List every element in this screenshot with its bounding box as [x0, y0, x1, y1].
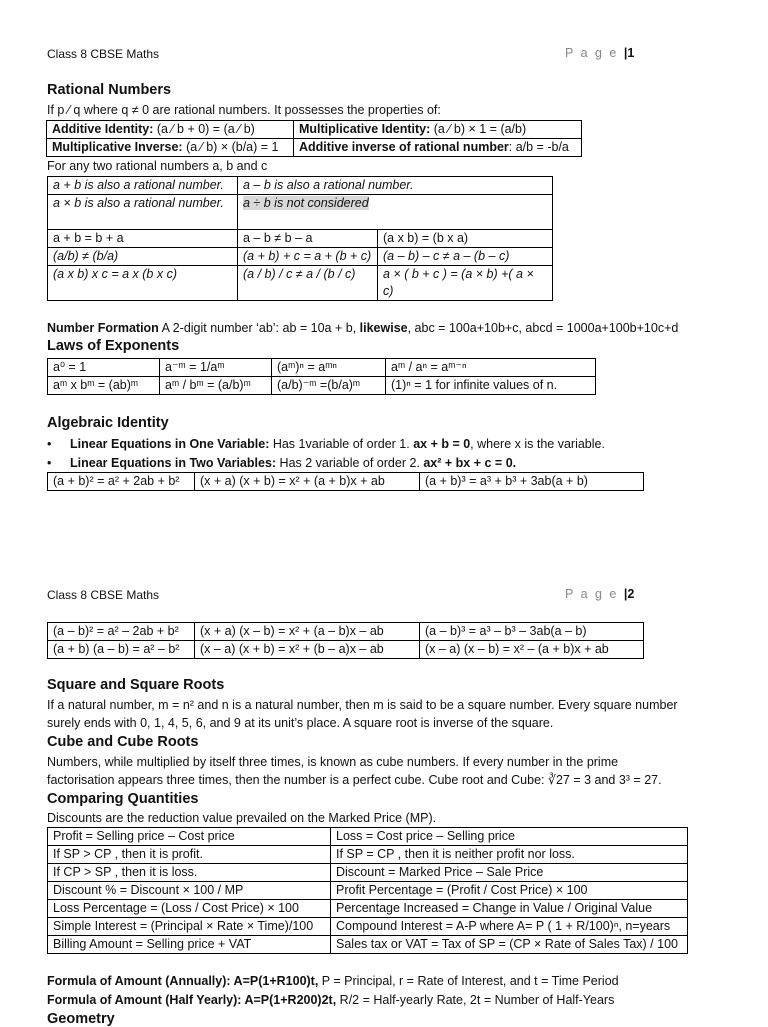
comparing-row [48, 864, 688, 882]
identity-cell: (a + b)³ = a³ + b³ + 3ab(a + b) [420, 473, 644, 491]
exp-cell: aᵐ / aⁿ = aᵐ⁻ⁿ [386, 359, 596, 377]
rational-intro: If p ⁄ q where q ≠ 0 are rational numbers. It possesses the properties of: [47, 103, 441, 117]
exponents-table [47, 358, 596, 395]
comparing-cell: Profit = Selling price – Cost price [48, 828, 331, 846]
square-line-1: If a natural number, m = n² and n is a natural number, then m is said to be a square number. Every square number [47, 698, 678, 712]
additive-identity-cell: Additive Identity: (a ⁄ b + 0) = (a ⁄ b) [47, 121, 294, 139]
exp-cell: a⁻ᵐ = 1/aᵐ [160, 359, 272, 377]
op-cell: (a – b) – c ≠ a – (b – c) [378, 248, 553, 266]
bullet-one-variable: • Linear Equations in One Variable: Has 1variable of order 1. ax + b = 0, where x is the variable. [47, 437, 605, 451]
op-cell: a ÷ b is not considered [238, 195, 553, 230]
page-separator: | [623, 46, 628, 60]
op-cell: (a + b) + c = a + (b + c) [238, 248, 378, 266]
number-formation: Number Formation A 2-digit number ‘ab’: ab = 10a + b, likewise, abc = 100a+10b+c, abcd = 1000a+100b+10c+d [47, 321, 679, 335]
identity-table-1 [47, 472, 644, 491]
comparing-row [48, 846, 688, 864]
op-cell: a × ( b + c ) = (a × b) +( a × c) [378, 266, 553, 301]
square-line-2: surely ends with 0, 1, 4, 5, 6, and 9 at its unit’s place. A square root is inverse of the square. [47, 716, 554, 730]
comparing-cell: Discount = Marked Price – Sale Price [331, 864, 688, 882]
multiplicative-identity-cell: Multiplicative Identity: (a ⁄ b) × 1 = (a/b) [294, 121, 582, 139]
op-cell: a – b is also a rational number. [238, 177, 553, 195]
comparing-cell: Simple Interest = (Principal × Rate × Time)/100 [48, 918, 331, 936]
comparing-row [48, 882, 688, 900]
op-cell: (a/b) ≠ (b/a) [48, 248, 238, 266]
comparing-table [47, 827, 688, 954]
identity-table-2 [47, 622, 644, 659]
identity-cell: (a – b)² = a² – 2ab + b² [48, 623, 195, 641]
exp-cell: a⁰ = 1 [48, 359, 160, 377]
comparing-cell: If SP = CP , then it is neither profit nor loss. [331, 846, 688, 864]
op-cell: a × b is also a rational number. [48, 195, 238, 230]
identity-cell: (x – a) (x – b) = x² – (a + b)x + ab [420, 641, 644, 659]
identity-cell: (x – a) (x + b) = x² + (b – a)x – ab [195, 641, 420, 659]
comparing-cell: Percentage Increased = Change in Value / Original Value [331, 900, 688, 918]
page-label: P a g e [565, 587, 619, 601]
comparing-cell: If SP > CP , then it is profit. [48, 846, 331, 864]
page-separator: | [623, 587, 628, 601]
comparing-cell: Discount % = Discount × 100 / MP [48, 882, 331, 900]
page-label: P a g e [565, 46, 619, 60]
page2-page-number [565, 587, 634, 601]
page1-page-number [565, 46, 634, 60]
cube-line-2: factorisation appears three times, then the number is a perfect cube. Cube root and Cube: ∛27 = 3 and 3³ = 27. [47, 773, 662, 787]
op-cell: a – b ≠ b – a [238, 230, 378, 248]
for-any-text: For any two rational numbers a, b and c [47, 159, 268, 173]
page-num: 1 [627, 46, 635, 60]
multiplicative-inverse-cell: Multiplicative Inverse: (a ⁄ b) × (b/a) = 1 [47, 139, 294, 157]
cube-heading: Cube and Cube Roots [47, 734, 199, 750]
op-cell: a + b is also a rational number. [48, 177, 238, 195]
page2-header-title: Class 8 CBSE Maths [47, 588, 160, 602]
identity-cell: (x + a) (x – b) = x² + (a – b)x – ab [195, 623, 420, 641]
comparing-cell: Sales tax or VAT = Tax of SP = (CP × Rate of Sales Tax) / 100 [331, 936, 688, 954]
comparing-intro: Discounts are the reduction value prevailed on the Marked Price (MP). [47, 811, 437, 825]
exponents-heading: Laws of Exponents [47, 338, 180, 354]
comparing-cell: Compound Interest = A-P where A= P ( 1 + R/100)ⁿ, n=years [331, 918, 688, 936]
square-heading: Square and Square Roots [47, 677, 225, 693]
formula-half-yearly: Formula of Amount (Half Yearly): A=P(1+R200)2t, R/2 = Half-yearly Rate, 2t = Number of Half-Years [47, 993, 615, 1007]
bullet-two-variables: • Linear Equations in Two Variables: Has 2 variable of order 2. ax² + bx + c = 0. [47, 456, 517, 470]
comparing-row [48, 918, 688, 936]
comparing-cell: Loss = Cost price – Selling price [331, 828, 688, 846]
comparing-row [48, 900, 688, 918]
op-cell: (a x b) x c = a x (b x c) [48, 266, 238, 301]
additive-inverse-cell: Additive inverse of rational number: a/b = -b/a [294, 139, 582, 157]
comparing-row [48, 936, 688, 954]
comparing-cell: Profit Percentage = (Profit / Cost Price) × 100 [331, 882, 688, 900]
rational-numbers-heading: Rational Numbers [47, 82, 172, 98]
identity-cell: (a – b)³ = a³ – b³ – 3ab(a – b) [420, 623, 644, 641]
page1-header-title: Class 8 CBSE Maths [47, 47, 160, 61]
op-cell: (a x b) = (b x a) [378, 230, 553, 248]
identity-cell: (a + b)² = a² + 2ab + b² [48, 473, 195, 491]
comparing-cell: Loss Percentage = (Loss / Cost Price) × 100 [48, 900, 331, 918]
comparing-cell: If CP > SP , then it is loss. [48, 864, 331, 882]
identity-cell: (a + b) (a – b) = a² – b² [48, 641, 195, 659]
exp-cell: aᵐ x bᵐ = (ab)ᵐ [48, 377, 160, 395]
exp-cell: (1)ⁿ = 1 for infinite values of n. [386, 377, 596, 395]
rational-operations-table [47, 176, 553, 301]
comparing-heading: Comparing Quantities [47, 791, 199, 807]
algebraic-identity-heading: Algebraic Identity [47, 415, 169, 431]
rational-properties-table [46, 120, 582, 157]
exp-cell: (aᵐ)ⁿ = aᵐⁿ [272, 359, 386, 377]
cube-line-1: Numbers, while multiplied by itself three times, is known as cube numbers. If every number in the prime [47, 755, 619, 769]
op-cell: (a / b) / c ≠ a / (b / c) [238, 266, 378, 301]
formula-annual: Formula of Amount (Annually): A=P(1+R100)t, P = Principal, r = Rate of Interest, and t = Time Period [47, 974, 619, 988]
op-cell: a + b = b + a [48, 230, 238, 248]
geometry-heading: Geometry [47, 1011, 115, 1027]
comparing-cell: Billing Amount = Selling price + VAT [48, 936, 331, 954]
page-num: 2 [627, 587, 635, 601]
comparing-row [48, 828, 688, 846]
exp-cell: (a/b)⁻ᵐ =(b/a)ᵐ [272, 377, 386, 395]
identity-cell: (x + a) (x + b) = x² + (a + b)x + ab [195, 473, 420, 491]
exp-cell: aᵐ / bᵐ = (a/b)ᵐ [160, 377, 272, 395]
